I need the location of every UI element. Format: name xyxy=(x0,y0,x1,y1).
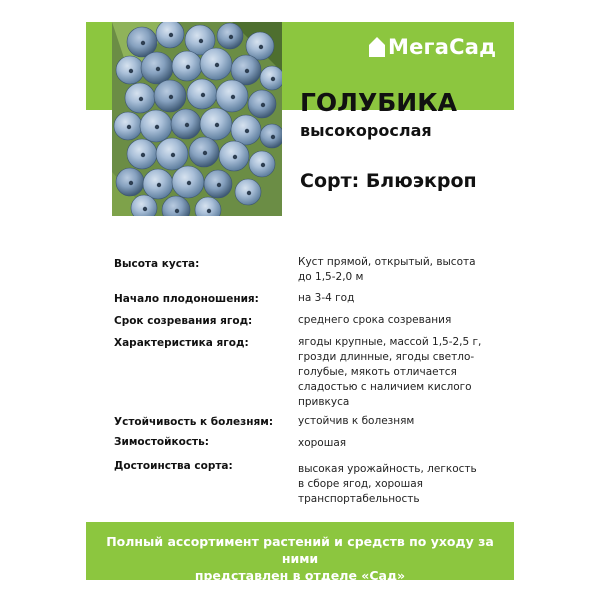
berry-calyx xyxy=(271,77,275,81)
product-title: ГОЛУБИКА xyxy=(300,88,457,117)
berry-calyx xyxy=(185,123,189,127)
berry-calyx xyxy=(245,129,249,133)
spec-value-height: Куст прямой, открытый, высота до 1,5-2,0 м xyxy=(298,256,476,283)
berry-calyx xyxy=(175,209,179,213)
berry-calyx xyxy=(203,151,207,155)
berry-calyx xyxy=(217,183,221,187)
berry-calyx xyxy=(261,103,265,107)
berry-calyx xyxy=(155,125,159,129)
berry-calyx xyxy=(169,95,173,99)
berry-calyx xyxy=(139,97,143,101)
berry-calyx xyxy=(247,191,251,195)
spec-value-winter-hardiness: хорошая xyxy=(298,437,347,449)
berry-calyx xyxy=(187,181,191,185)
berry-calyx xyxy=(143,207,147,211)
spec-label-disease-resistance: Устойчивость к болезням: xyxy=(114,416,274,428)
spec-label-ripening: Срок созревания ягод: xyxy=(114,315,253,327)
product-subtitle: высокорослая xyxy=(300,121,432,140)
spec-value-berries: ягоды крупные, массой 1,5-2,5 г, грозди длинные, ягоды светло-голубые, мякоть отличается сладостью с наличием кислого привкуса xyxy=(298,336,482,408)
berry-calyx xyxy=(215,123,219,127)
berry-calyx xyxy=(141,41,145,45)
spec-label-winter-hardiness: Зимостойкость: xyxy=(114,436,209,448)
berry-calyx xyxy=(245,69,249,73)
spec-label-berries: Характеристика ягод: xyxy=(114,337,249,349)
berry-calyx xyxy=(215,63,219,67)
berry-calyx xyxy=(156,67,160,71)
product-variety: Сорт: Блюэкроп xyxy=(300,170,477,192)
spec-label-height: Высота куста: xyxy=(114,258,200,270)
berry-calyx xyxy=(259,45,263,49)
spec-value-advantages: высокая урожайность, легкость в сборе ягод, хорошая транспортабельность xyxy=(298,463,477,505)
berry-calyx xyxy=(171,153,175,157)
berry-calyx xyxy=(233,155,237,159)
berry-shape xyxy=(260,124,282,148)
brand-name: МегаСад xyxy=(388,35,497,59)
footer-line-1: Полный ассортимент растений и средств по уходу за ними xyxy=(106,534,494,566)
berry-calyx xyxy=(201,93,205,97)
spec-value-fruiting-start: на 3-4 год xyxy=(298,292,355,304)
berry-calyx xyxy=(169,33,173,37)
berry-calyx xyxy=(127,125,131,129)
spec-label-fruiting-start: Начало плодоношения: xyxy=(114,293,259,305)
berry-calyx xyxy=(129,69,133,73)
berry-calyx xyxy=(229,35,233,39)
berry-calyx xyxy=(199,39,203,43)
berry-calyx xyxy=(141,153,145,157)
blueberry-photo xyxy=(112,22,282,216)
berry-calyx xyxy=(261,163,265,167)
berry-calyx xyxy=(186,65,190,69)
spec-label-advantages: Достоинства сорта: xyxy=(114,460,233,472)
berry-calyx xyxy=(231,95,235,99)
berry-calyx xyxy=(207,209,211,213)
footer-line-2: представлен в отделе «Сад» xyxy=(194,568,406,583)
house-icon xyxy=(368,36,386,58)
berry-calyx xyxy=(271,135,275,139)
berry-calyx xyxy=(129,181,133,185)
berry-shape xyxy=(260,66,282,90)
berry-calyx xyxy=(157,183,161,187)
brand-logo[interactable] xyxy=(368,34,496,60)
footer-notice xyxy=(86,533,514,584)
spec-value-disease-resistance: устойчив к болезням xyxy=(298,415,415,427)
spec-value-ripening: среднего срока созревания xyxy=(298,314,452,326)
